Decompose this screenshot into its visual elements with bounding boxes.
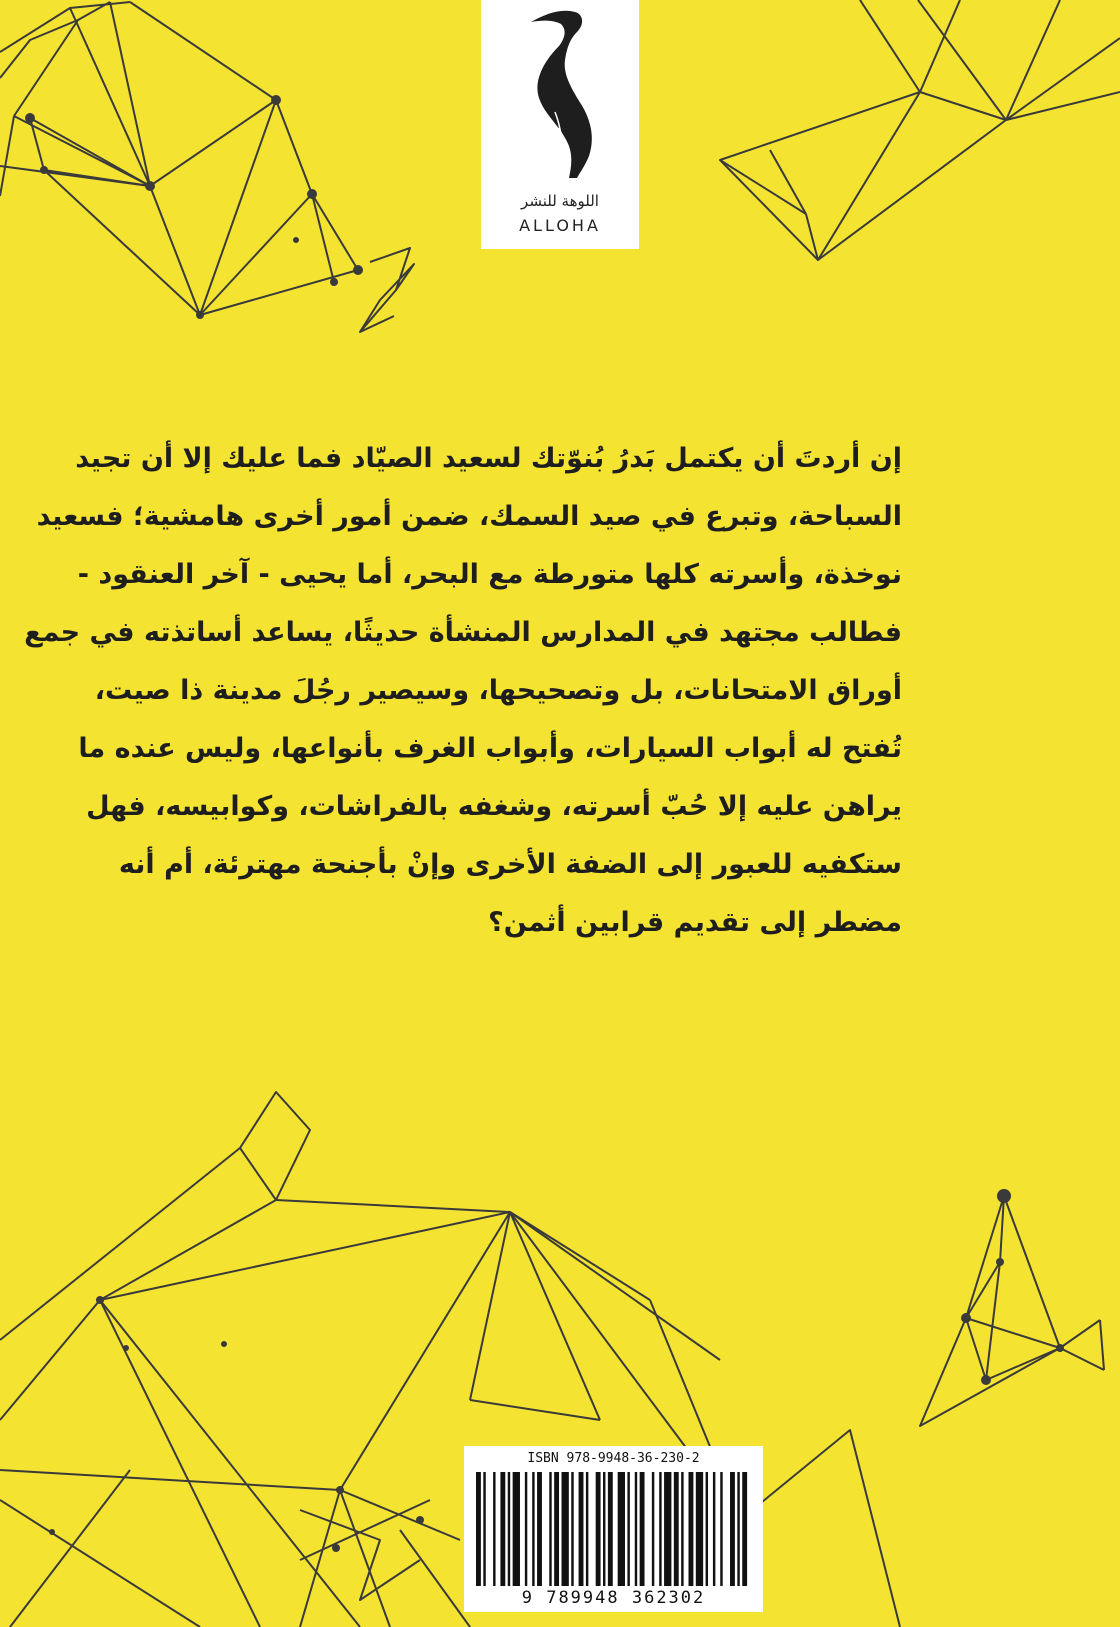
barcode-bar [476, 1472, 481, 1586]
barcode-bar [742, 1472, 747, 1586]
synopsis-line: أوراق الامتحانات، بل وتصحيحها، وسيصير رجُلَ مدينة ذا صيت، [94, 675, 902, 706]
barcode-bar [706, 1472, 708, 1586]
synopsis-line: إن أردتَ أن يكتمل بَدرُ بُنوّتك لسعيد الصيّاد فما عليك إلا أن تجيد [75, 443, 902, 474]
barcode-bar [537, 1472, 542, 1586]
isbn-label: ISBN 978-9948-36-230-2 [527, 1451, 700, 1466]
barcode-bar [635, 1472, 637, 1586]
barcode-bar [579, 1472, 584, 1586]
barcode-bar [674, 1472, 679, 1586]
barcode-bar [549, 1472, 551, 1586]
publisher-name-english: ALLOHA [519, 216, 601, 235]
barcode-bar [554, 1472, 559, 1586]
barcode-bar [603, 1472, 605, 1586]
barcode-bars [476, 1472, 752, 1586]
barcode-bar [532, 1472, 534, 1586]
barcode-bar [483, 1472, 485, 1586]
book-synopsis [24, 430, 902, 952]
barcode-bar [525, 1472, 527, 1586]
barcode-bar [659, 1472, 661, 1586]
barcode-bar [652, 1472, 654, 1586]
barcode-bar [720, 1472, 722, 1586]
barcode-bar [500, 1472, 505, 1586]
publisher-logo [481, 0, 639, 249]
barcode-bar [586, 1472, 588, 1586]
barcode-bar [627, 1472, 629, 1586]
synopsis-line: ستكفيه للعبور إلى الضفة الأخرى وإنْ بأجنحة مهترئة، أم أنه [118, 849, 902, 880]
barcode-bar [640, 1472, 645, 1586]
barcode-bar [608, 1472, 613, 1586]
barcode-bar [689, 1472, 694, 1586]
barcode-bar [696, 1472, 703, 1586]
barcode-bar [618, 1472, 625, 1586]
barcode-bar [713, 1472, 715, 1586]
barcode-bar [664, 1472, 671, 1586]
barcode-bar [493, 1472, 495, 1586]
barcode-bar [561, 1472, 568, 1586]
synopsis-line: مضطر إلى تقديم قرابين أثمن؟ [488, 907, 902, 938]
barcode-bar [737, 1472, 739, 1586]
barcode-bar [596, 1472, 601, 1586]
barcode-bar [681, 1472, 683, 1586]
barcode-bar [730, 1472, 735, 1586]
barcode-bar [508, 1472, 510, 1586]
synopsis-line: يراهن عليه إلا حُبّ أسرته، وشغفه بالفراشات، وكوابيسه، فهل [86, 791, 902, 822]
synopsis-line: السباحة، وتبرع في صيد السمك، ضمن أمور أخرى هامشية؛ فسعيد [36, 501, 902, 532]
publisher-name-arabic: اللوهة للنشر [521, 192, 599, 210]
barcode-bar [513, 1472, 520, 1586]
barcode-digits: 9 789948 362302 [521, 1588, 706, 1608]
barcode-bar [571, 1472, 573, 1586]
synopsis-line: تُفتح له أبواب السيارات، وأبواب الغرف بأنواعها، وليس عنده ما [78, 733, 902, 764]
cormorant-bird-icon [525, 8, 597, 178]
synopsis-line: نوخذة، وأسرته كلها متورطة مع البحر، أما يحيى - آخر العنقود - [77, 559, 902, 590]
isbn-barcode [464, 1446, 763, 1612]
synopsis-line: فطالب مجتهد في المدارس المنشأة حديثًا، يساعد أساتذته في جمع [24, 617, 902, 648]
